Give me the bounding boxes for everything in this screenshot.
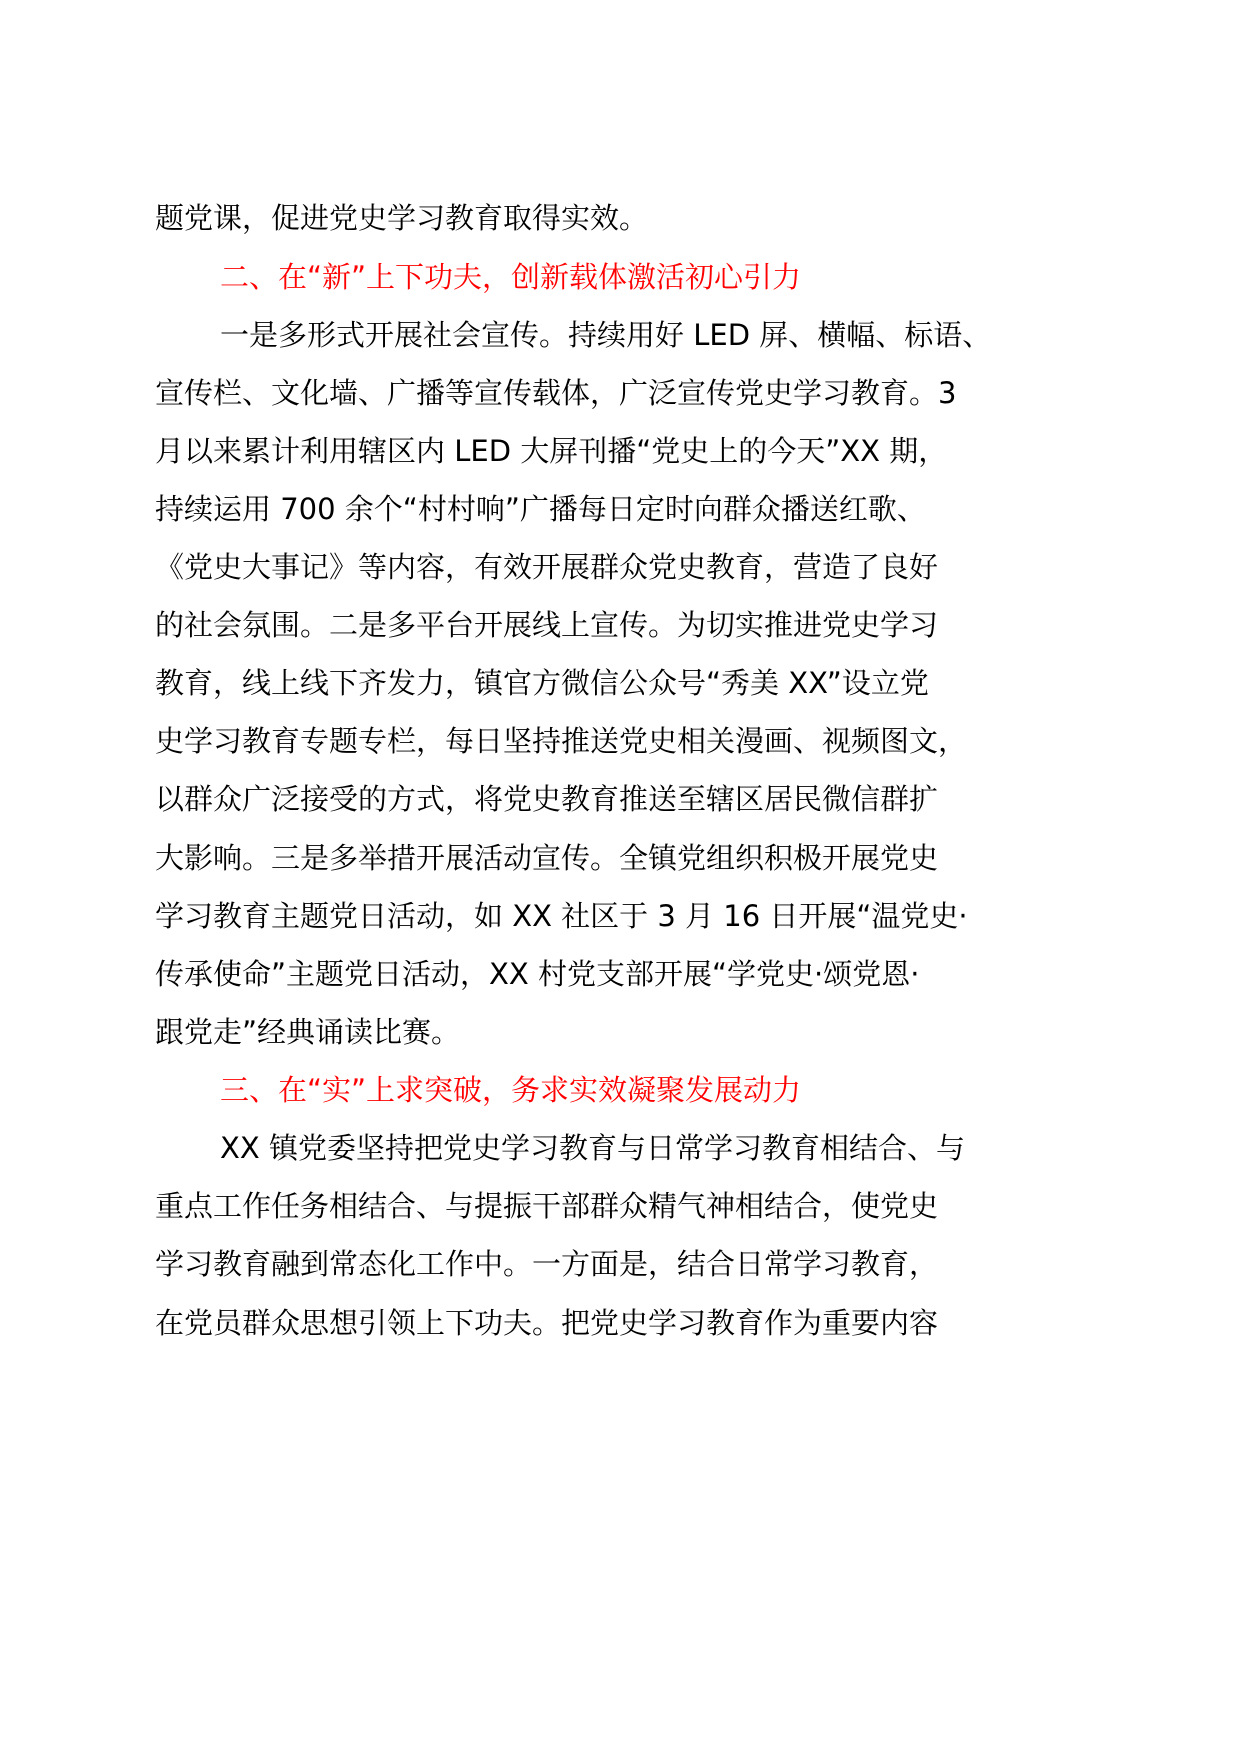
text-line: 持续运用 700 余个“村村响”广播每日定时向群众播送红歌、 — [155, 492, 926, 526]
text-line: 大影响。三是多举措开展活动宣传。全镇党组织积极开展党史 — [155, 841, 939, 875]
text-line: 重点工作任务相结合、与提振干部群众精气神相结合，使党史 — [155, 1189, 939, 1223]
text-line: 一是多形式开展社会宣传。持续用好 LED 屏、横幅、标语、 — [220, 318, 992, 352]
text-line: 在党员群众思想引领上下功夫。把党史学习教育作为重要内容 — [155, 1306, 939, 1340]
text-line: 宣传栏、文化墙、广播等宣传载体，广泛宣传党史学习教育。3 — [155, 376, 957, 410]
text-line: 教育，线上线下齐发力，镇官方微信公众号“秀美 XX”设立党 — [155, 666, 929, 700]
section-heading: 三、在“实”上求突破，务求实效凝聚发展动力 — [220, 1073, 802, 1107]
text-line: 跟党走”经典诵读比赛。 — [155, 1015, 461, 1049]
text-line: 传承使命”主题党日活动，XX 村党支部开展“学党史·颂党恩· — [155, 957, 920, 991]
text-line: 题党课，促进党史学习教育取得实效。 — [155, 201, 649, 235]
text-line: 学习教育融到常态化工作中。一方面是，结合日常学习教育， — [155, 1247, 939, 1281]
text-line: 史学习教育专题专栏，每日坚持推送党史相关漫画、视频图文， — [155, 724, 968, 758]
text-line: 的社会氛围。二是多平台开展线上宣传。为切实推进党史学习 — [155, 608, 939, 642]
section-heading: 二、在“新”上下功夫，创新载体激活初心引力 — [220, 260, 802, 294]
text-line: 《党史大事记》等内容，有效开展群众党史教育，营造了良好 — [155, 550, 939, 584]
text-line: 以群众广泛接受的方式，将党史教育推送至辖区居民微信群扩 — [155, 782, 939, 816]
text-line: XX 镇党委坚持把党史学习教育与日常学习教育相结合、与 — [220, 1131, 965, 1165]
text-line: 月以来累计利用辖区内 LED 大屏刊播“党史上的今天”XX 期， — [155, 434, 948, 468]
text-line: 学习教育主题党日活动，如 XX 社区于 3 月 16 日开展“温党史· — [155, 899, 968, 933]
